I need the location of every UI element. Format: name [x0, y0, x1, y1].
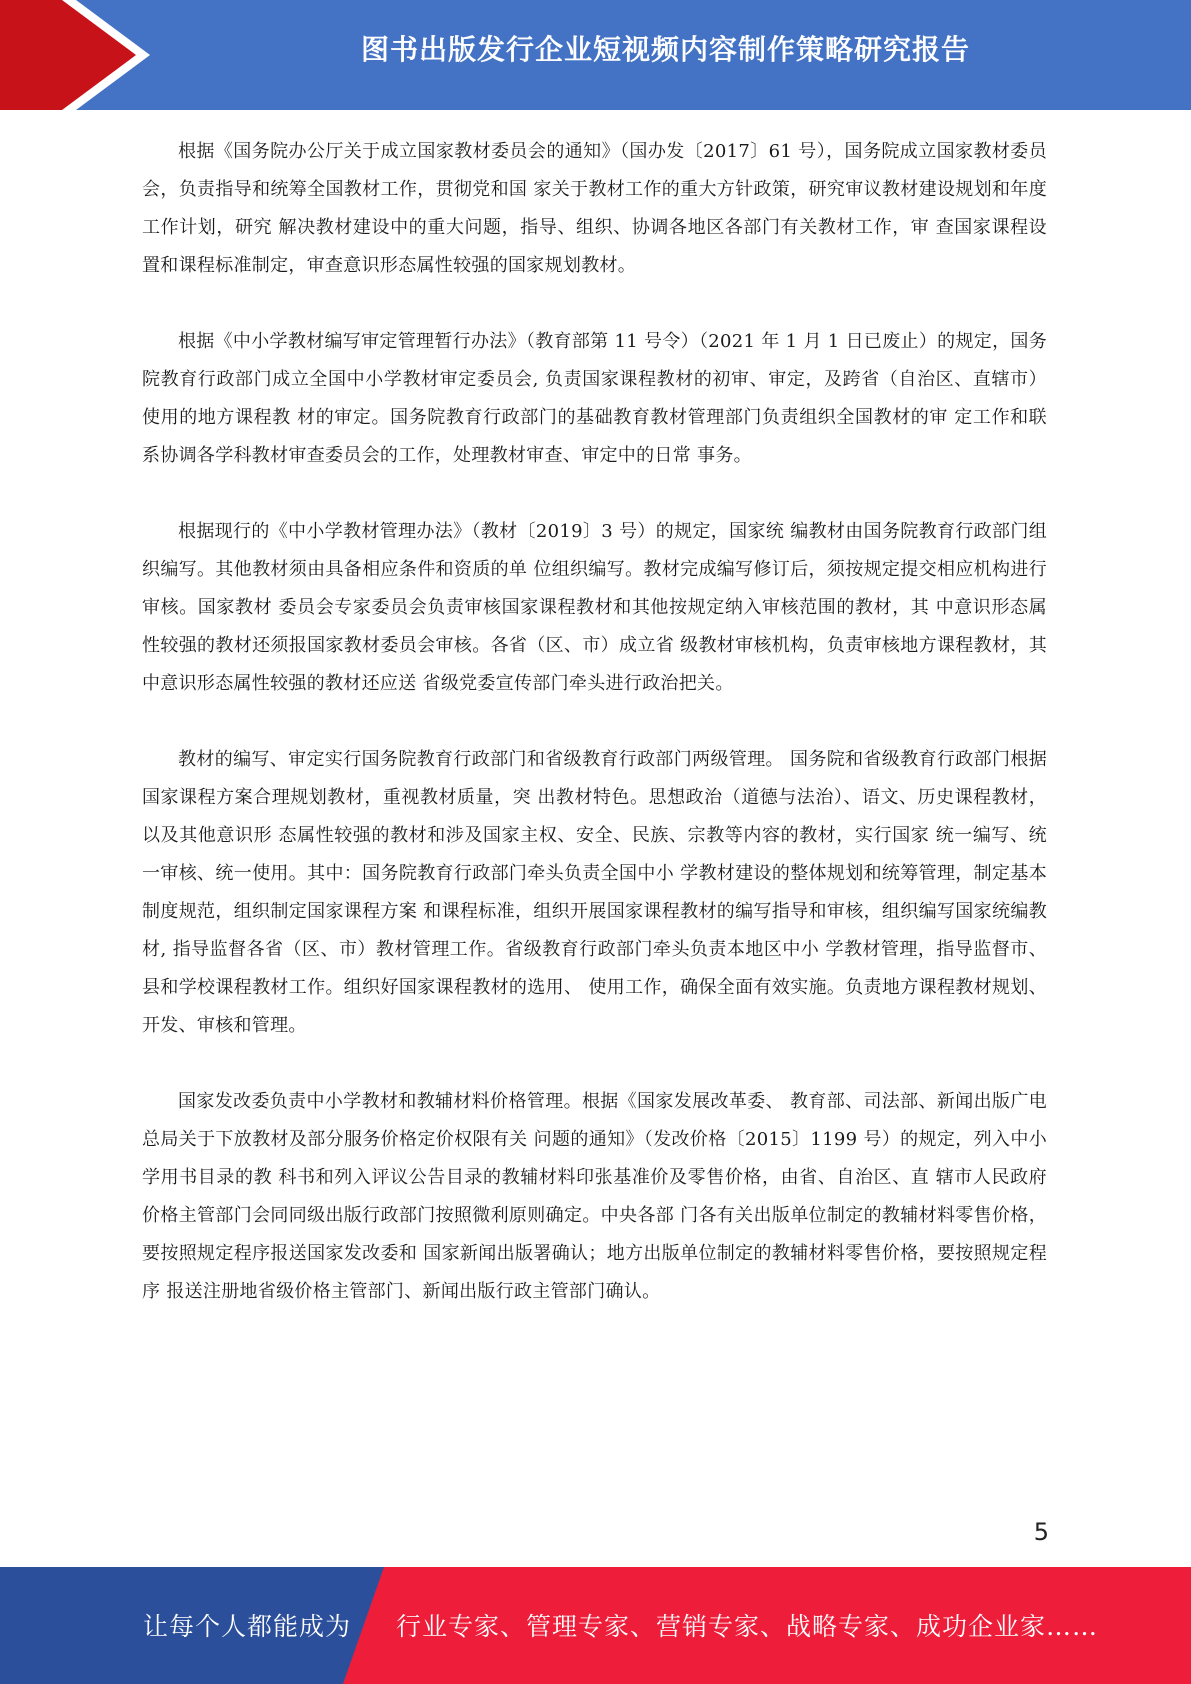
footer-slogan-right: 行业专家、管理专家、营销专家、战略专家、成功企业家……: [396, 1612, 1099, 1641]
paragraph: 根据《国务院办公厅关于成立国家教材委员会的通知》（国办发〔2017〕61 号），国务院成立国家教材委员会，负责指导和统筹全国教材工作，贯彻党和国 家关于教材工作的重大方针政策，研究审议教材建设规划和年度工作计划，研究 解决教材建设中的重大问题，指导、组织、协调各地区各部门有关教材工作，审 查国家课程设置和课程标准制定，审查意识形态属性较强的国家规划教材。: [142, 141, 1047, 276]
footer-slogan-left: 让每个人都能成为: [143, 1612, 352, 1641]
header-arrow-icon: [0, 0, 160, 110]
page-title: 图书出版发行企业短视频内容制作策略研究报告: [360, 33, 970, 66]
page-number: 5: [1033, 1518, 1049, 1546]
page-footer: [0, 1567, 1191, 1684]
page-header: [0, 0, 1191, 110]
paragraph: 根据现行的《中小学教材管理办法》（教材〔2019〕3 号）的规定，国家统 编教材由国务院教育行政部门组织编写。其他教材须由具备相应条件和资质的单 位组织编写。教材完成编写修订后，须按规定提交相应机构进行审核。国家教材 委员会专家委员会负责审核国家课程教材和其他按规定纳入审核范围的教材，其 中意识形态属性较强的教材还须报国家教材委员会审核。各省（区、市）成立省 级教材审核机构，负责审核地方课程教材，其中意识形态属性较强的教材还应送 省级党委宣传部门牵头进行政治把关。: [142, 521, 1047, 694]
paragraph: 教材的编写、审定实行国务院教育行政部门和省级教育行政部门两级管理。 国务院和省级教育行政部门根据国家课程方案合理规划教材，重视教材质量，突 出教材特色。思想政治（道德与法治）、语文、历史课程教材，以及其他意识形 态属性较强的教材和涉及国家主权、安全、民族、宗教等内容的教材，实行国家 统一编写、统一审核、统一使用。其中：国务院教育行政部门牵头负责全国中小 学教材建设的整体规划和统筹管理，制定基本制度规范，组织制定国家课程方案 和课程标准，组织开展国家课程教材的编写指导和审核，组织编写国家统编教材, 指导监督各省（区、市）教材管理工作。省级教育行政部门牵头负责本地区中小 学教材管理，指导监督市、县和学校课程教材工作。组织好国家课程教材的选用、 使用工作，确保全面有效实施。负责地方课程教材规划、开发、审核和管理。: [142, 749, 1047, 1036]
paragraph: 国家发改委负责中小学教材和教辅材料价格管理。根据《国家发展改革委、 教育部、司法部、新闻出版广电总局关于下放教材及部分服务价格定价权限有关 问题的通知》（发改价格〔2015〕1199 号）的规定，列入中小学用书目录的教 科书和列入评议公告目录的教辅材料印张基准价及零售价格，由省、自治区、直 辖市人民政府价格主管部门会同同级出版行政部门按照微利原则确定。中央各部 门各有关出版单位制定的教辅材料零售价格，要按照规定程序报送国家发改委和 国家新闻出版署确认；地方出版单位制定的教辅材料零售价格，要按照规定程序 报送注册地省级价格主管部门、新闻出版行政主管部门确认。: [142, 1091, 1047, 1302]
paragraph: 根据《中小学教材编写审定管理暂行办法》（教育部第 11 号令）（2021 年 1 月 1 日已废止）的规定，国务院教育行政部门成立全国中小学教材审定委员会, 负责国家课程教材的初审、审定，及跨省（自治区、直辖市）使用的地方课程教 材的审定。国务院教育行政部门的基础教育教材管理部门负责组织全国教材的审 定工作和联系协调各学科教材审查委员会的工作，处理教材审查、审定中的日常 事务。: [142, 331, 1047, 466]
document-body: [142, 133, 1047, 1349]
